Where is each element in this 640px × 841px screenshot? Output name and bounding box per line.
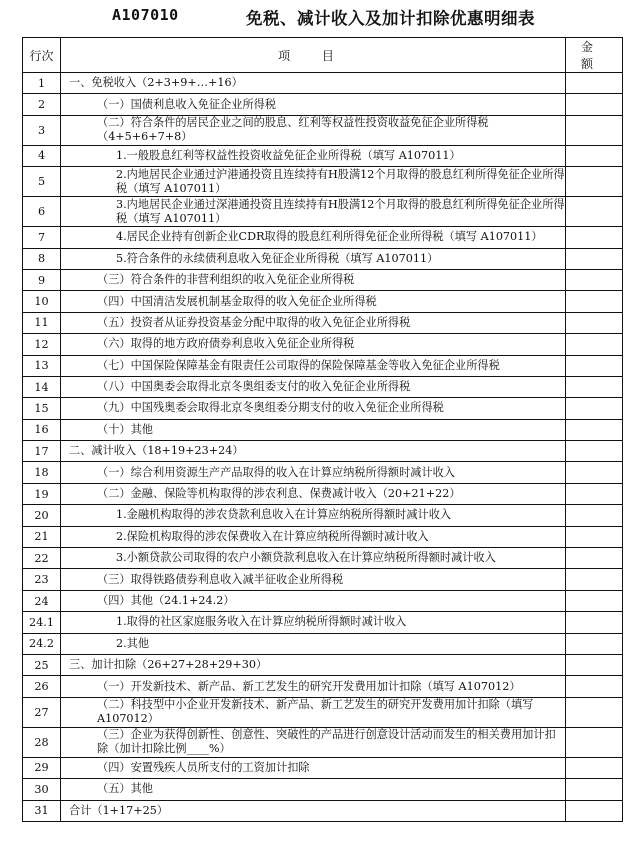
item-cell [61, 167, 566, 197]
table-row [23, 462, 623, 483]
preferential-detail-table [22, 37, 623, 822]
amount-input-cell[interactable] [566, 197, 623, 227]
item-cell [61, 227, 566, 248]
item-label: （十）其他 [97, 422, 153, 436]
amount-input-cell[interactable] [566, 676, 623, 697]
line-number: 20 [23, 505, 61, 526]
item-label: 3.内地居民企业通过深港通投资且连续持有H股满12个月取得的股息红利所得免征企业所得税（填写 A107011） [116, 197, 565, 225]
amount-input-cell[interactable] [566, 727, 623, 757]
item-cell [61, 419, 566, 440]
item-label: （二）科技型中小企业开发新技术、新产品、新工艺发生的研究开发费用加计扣除（填写 A107012） [97, 698, 534, 726]
form-title: 免税、减计收入及加计扣除优惠明细表 [246, 9, 535, 28]
item-label: 1.取得的社区家庭服务收入在计算应纳税所得额时减计收入 [116, 615, 407, 629]
line-number: 16 [23, 419, 61, 440]
table-row [23, 73, 623, 94]
table-row [23, 398, 623, 419]
line-number: 8 [23, 248, 61, 269]
line-number: 5 [23, 167, 61, 197]
line-number: 19 [23, 483, 61, 504]
item-cell [61, 612, 566, 633]
line-number: 31 [23, 800, 61, 821]
amount-input-cell[interactable] [566, 526, 623, 547]
item-label: 3.小额贷款公司取得的农户小额贷款利息收入在计算应纳税所得额时减计收入 [116, 551, 496, 565]
table-body [23, 73, 623, 822]
amount-input-cell[interactable] [566, 115, 623, 145]
item-label: 2.其他 [116, 636, 150, 650]
amount-input-cell[interactable] [566, 697, 623, 727]
item-cell [61, 398, 566, 419]
amount-input-cell[interactable] [566, 94, 623, 115]
item-label: （六）取得的地方政府债券利息收入免征企业所得税 [97, 337, 355, 351]
table-row [23, 248, 623, 269]
item-label: 一、免税收入（2+3+9+…+16） [69, 76, 243, 90]
item-cell [61, 590, 566, 611]
amount-input-cell[interactable] [566, 248, 623, 269]
item-cell [61, 505, 566, 526]
table-row [23, 376, 623, 397]
amount-input-cell[interactable] [566, 334, 623, 355]
amount-input-cell[interactable] [566, 398, 623, 419]
item-label: 4.居民企业持有创新企业CDR取得的股息红利所得免征企业所得税（填写 A107011） [116, 230, 543, 244]
item-label: （九）中国残奥委会取得北京冬奥组委分期支付的收入免征企业所得税 [97, 401, 444, 415]
item-cell [61, 441, 566, 462]
item-label: （三）取得铁路债券利息收入减半征收企业所得税 [97, 572, 344, 586]
table-row [23, 727, 623, 757]
item-label: （三）符合条件的非营利组织的收入免征企业所得税 [97, 273, 355, 287]
item-label: 5.符合条件的永续债利息收入免征企业所得税（填写 A107011） [116, 251, 439, 265]
line-number: 29 [23, 757, 61, 778]
line-number: 10 [23, 291, 61, 312]
line-number: 1 [23, 73, 61, 94]
line-number: 6 [23, 197, 61, 227]
item-label: 1.金融机构取得的涉农贷款利息收入在计算应纳税所得额时减计收入 [116, 508, 452, 522]
amount-input-cell[interactable] [566, 757, 623, 778]
amount-input-cell[interactable] [566, 654, 623, 675]
item-cell [61, 483, 566, 504]
amount-input-cell[interactable] [566, 355, 623, 376]
line-number: 22 [23, 548, 61, 569]
item-cell [61, 291, 566, 312]
amount-input-cell[interactable] [566, 800, 623, 821]
line-number: 14 [23, 376, 61, 397]
table-row [23, 505, 623, 526]
item-label: （五）其他 [97, 782, 153, 796]
form-header [0, 6, 640, 30]
item-cell [61, 727, 566, 757]
item-cell [61, 676, 566, 697]
table-row [23, 483, 623, 504]
item-label: 合计（1+17+25） [69, 803, 169, 817]
line-number: 9 [23, 269, 61, 290]
item-label: 1.一般股息红利等权益性投资收益免征企业所得税（填写 A107011） [116, 148, 461, 162]
line-number: 24 [23, 590, 61, 611]
table-row [23, 94, 623, 115]
line-number: 21 [23, 526, 61, 547]
item-cell [61, 462, 566, 483]
table-row [23, 227, 623, 248]
item-cell [61, 115, 566, 145]
item-cell [61, 145, 566, 166]
line-number: 12 [23, 334, 61, 355]
amount-input-cell[interactable] [566, 73, 623, 94]
column-header-line-no: 行次 [23, 38, 61, 73]
table-row [23, 548, 623, 569]
table-row [23, 590, 623, 611]
table-row [23, 757, 623, 778]
item-cell [61, 633, 566, 654]
amount-input-cell[interactable] [566, 312, 623, 333]
line-number: 3 [23, 115, 61, 145]
table-row [23, 291, 623, 312]
amount-input-cell[interactable] [566, 505, 623, 526]
amount-input-cell[interactable] [566, 227, 623, 248]
item-label: （三）企业为获得创新性、创意性、突破性的产品进行创意设计活动而发生的相关费用加计扣除（加计扣除比例____%） [97, 728, 556, 756]
item-label: 二、减计收入（18+19+23+24） [69, 444, 244, 458]
line-number: 28 [23, 727, 61, 757]
item-cell [61, 654, 566, 675]
item-cell [61, 248, 566, 269]
item-label: （一）国债利息收入免征企业所得税 [97, 97, 277, 111]
table-row [23, 633, 623, 654]
item-cell [61, 334, 566, 355]
item-cell [61, 73, 566, 94]
table-row [23, 269, 623, 290]
amount-input-cell[interactable] [566, 376, 623, 397]
amount-input-cell[interactable] [566, 633, 623, 654]
table-row [23, 654, 623, 675]
line-number: 17 [23, 441, 61, 462]
table-row [23, 676, 623, 697]
amount-input-cell[interactable] [566, 569, 623, 590]
line-number: 24.1 [23, 612, 61, 633]
item-cell [61, 269, 566, 290]
table-row [23, 334, 623, 355]
item-cell [61, 800, 566, 821]
form-code: A107010 [112, 6, 179, 24]
item-label: （四）安置残疾人员所支付的工资加计扣除 [97, 760, 310, 774]
item-cell [61, 197, 566, 227]
amount-input-cell[interactable] [566, 462, 623, 483]
line-number: 25 [23, 654, 61, 675]
item-cell [61, 569, 566, 590]
column-header-item: 项 目 [61, 38, 566, 73]
table-row [23, 312, 623, 333]
item-label: （五）投资者从证券投资基金分配中取得的收入免征企业所得税 [97, 315, 411, 329]
item-label: （一）综合利用资源生产产品取得的收入在计算应纳税所得额时减计收入 [97, 465, 456, 479]
line-number: 30 [23, 779, 61, 800]
table-row [23, 800, 623, 821]
line-number: 18 [23, 462, 61, 483]
item-label: （四）中国清洁发展机制基金取得的收入免征企业所得税 [97, 294, 377, 308]
table-row [23, 526, 623, 547]
amount-input-cell[interactable] [566, 612, 623, 633]
table-row [23, 569, 623, 590]
item-label: （一）开发新技术、新产品、新工艺发生的研究开发费用加计扣除（填写 A107012） [97, 679, 521, 693]
table-header-row [23, 38, 623, 73]
item-cell [61, 697, 566, 727]
line-number: 15 [23, 398, 61, 419]
item-cell [61, 779, 566, 800]
item-label: 2.保险机构取得的涉农保费收入在计算应纳税所得额时减计收入 [116, 529, 429, 543]
item-cell [61, 355, 566, 376]
line-number: 2 [23, 94, 61, 115]
amount-input-cell[interactable] [566, 779, 623, 800]
amount-input-cell[interactable] [566, 590, 623, 611]
amount-input-cell[interactable] [566, 269, 623, 290]
line-number: 27 [23, 697, 61, 727]
line-number: 7 [23, 227, 61, 248]
table-row [23, 612, 623, 633]
line-number: 4 [23, 145, 61, 166]
table-row [23, 355, 623, 376]
item-label: （七）中国保险保障基金有限责任公司取得的保险保障基金等收入免征企业所得税 [97, 358, 500, 372]
table-row [23, 197, 623, 227]
amount-input-cell[interactable] [566, 483, 623, 504]
item-label: 2.内地居民企业通过沪港通投资且连续持有H股满12个月取得的股息红利所得免征企业所得税（填写 A107011） [116, 167, 565, 195]
table-row [23, 697, 623, 727]
amount-input-cell[interactable] [566, 419, 623, 440]
item-cell [61, 548, 566, 569]
line-number: 26 [23, 676, 61, 697]
table-row [23, 145, 623, 166]
item-cell [61, 376, 566, 397]
item-label: （四）其他（24.1+24.2） [97, 594, 235, 607]
amount-input-cell[interactable] [566, 145, 623, 166]
item-label: （八）中国奥委会取得北京冬奥组委支付的收入免征企业所得税 [97, 380, 411, 394]
item-cell [61, 757, 566, 778]
column-header-amount: 金 额 [566, 38, 623, 73]
line-number: 23 [23, 569, 61, 590]
item-label: （二）金融、保险等机构取得的涉农利息、保费减计收入（20+21+22） [97, 487, 461, 501]
item-cell [61, 94, 566, 115]
line-number: 24.2 [23, 633, 61, 654]
item-label: （二）符合条件的居民企业之间的股息、红利等权益性投资收益免征企业所得税（4+5+6+7+8） [97, 116, 489, 144]
table-row [23, 419, 623, 440]
amount-input-cell[interactable] [566, 548, 623, 569]
table-row [23, 167, 623, 197]
item-label: 三、加计扣除（26+27+28+29+30） [69, 658, 268, 672]
table-row [23, 115, 623, 145]
item-cell [61, 526, 566, 547]
table-row [23, 441, 623, 462]
amount-input-cell[interactable] [566, 441, 623, 462]
amount-input-cell[interactable] [566, 167, 623, 197]
line-number: 11 [23, 312, 61, 333]
amount-input-cell[interactable] [566, 291, 623, 312]
item-cell [61, 312, 566, 333]
line-number: 13 [23, 355, 61, 376]
table-row [23, 779, 623, 800]
